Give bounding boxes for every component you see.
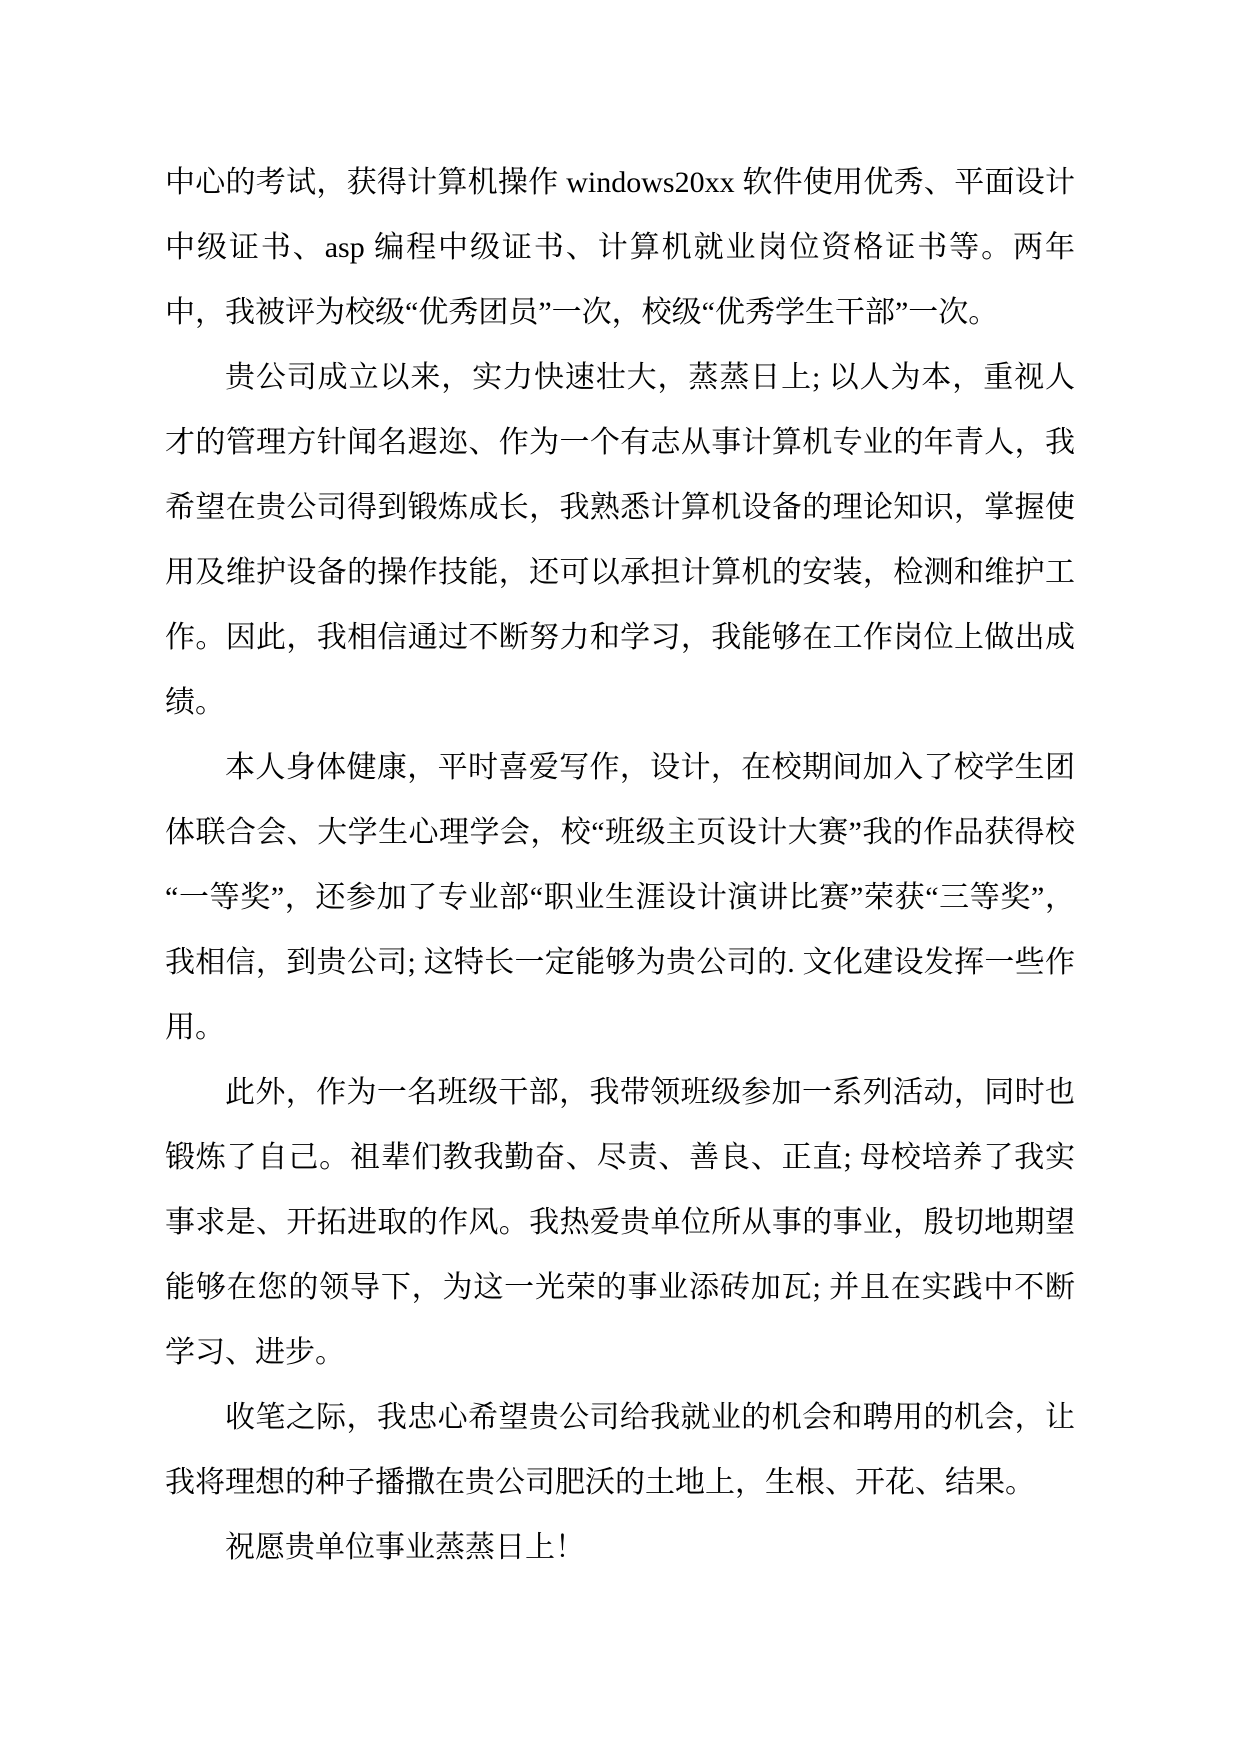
paragraph-closing-wish: 祝愿贵单位事业蒸蒸日上！ — [225, 1531, 585, 1564]
paragraph: 收笔之际，我忠心希望贵公司给我就业的机会和聘用的机会，让我将理想的种子播撒在贵公司肥沃的土地上，生根、开花、结果。 — [165, 1401, 1075, 1499]
letter-body — [165, 150, 1075, 1580]
paragraph: 贵公司成立以来，实力快速壮大，蒸蒸日上; 以人为本，重视人才的管理方针闻名遐迩、作为一个有志从事计算机专业的年青人，我希望在贵公司得到锻炼成长，我熟悉计算机设备的理论知识，掌握使用及维护设备的操作技能，还可以承担计算机的安装，检测和维护工作。因此，我相信通过不断努力和学习，我能够在工作岗位上做出成绩。 — [165, 361, 1075, 719]
paragraph-continuation: 中心的考试，获得计算机操作 windows20xx 软件使用优秀、平面设计中级证书、asp 编程中级证书、计算机就业岗位资格证书等。两年中，我被评为校级“优秀团员”一次，校级“优秀学生干部”一次。 — [165, 166, 1075, 329]
paragraph: 本人身体健康，平时喜爱写作，设计，在校期间加入了校学生团体联合会、大学生心理学会，校“班级主页设计大赛”我的作品获得校“一等奖”，还参加了专业部“职业生涯设计演讲比赛”荣获“三等奖”，我相信，到贵公司; 这特长一定能够为贵公司的. 文化建设发挥一些作用。 — [165, 751, 1075, 1044]
paragraph: 此外，作为一名班级干部，我带领班级参加一系列活动，同时也锻炼了自己。祖辈们教我勤奋、尽责、善良、正直; 母校培养了我实事求是、开拓进取的作风。我热爱贵单位所从事的事业，殷切地期望能够在您的领导下，为这一光荣的事业添砖加瓦; 并且在实践中不断学习、进步。 — [165, 1076, 1075, 1369]
